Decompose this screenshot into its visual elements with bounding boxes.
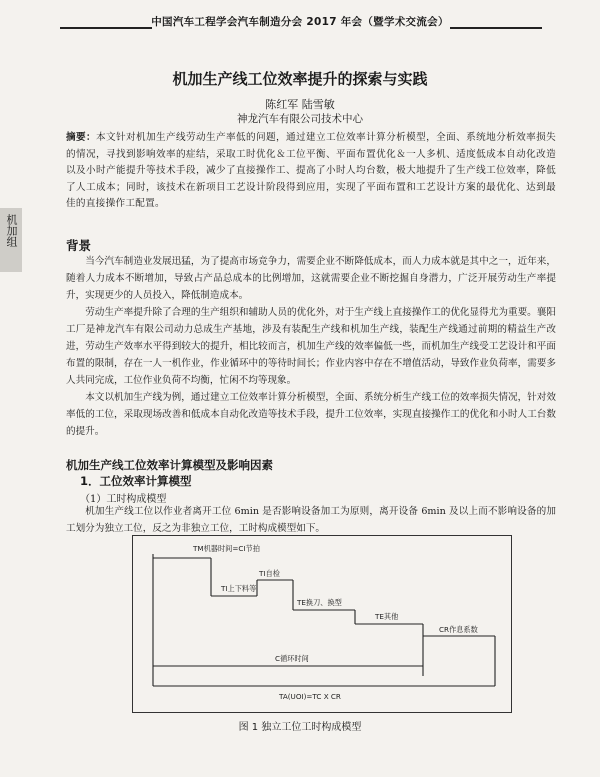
abstract-label: 摘要： — [66, 132, 97, 143]
background-paragraph-2: 劳动生产率提升除了合理的生产组织和辅助人员的优化外，对于生产线上直接操作工的优化显得尤为重要。襄阳工厂是神龙汽车有限公司动力总成生产基地，涉及有装配生产线和机加生产线，装配生产线通过前期的精益生产改进，劳动生产效率水平得到较大的提升，相比较而言，机加生产线的效率偏低一些，而机加生产线受工艺设计和平面布置的限制，存在一人一机作业，作业循环中的等待时间长；作业内容中存在不增值活动，导致作业负荷率，需要多人共同完成，工位作业负荷不均衡，忙闲不均等现象。 — [66, 307, 556, 386]
section1-paragraph: 机加生产线工位以作业者离开工位 6min 是否影响设备加工为原则，离开设备 6min 及以上而不影响设备的加工划分为独立工位，反之为非独立工位，工时构成模型如下。 — [66, 506, 556, 534]
authors: 陈红军 陆雪敏 — [265, 98, 335, 111]
section1-body — [66, 503, 556, 537]
section1-sub1: 1．工位效率计算模型 — [80, 474, 192, 488]
paper-title: 机加生产线工位效率提升的探索与实践 — [172, 70, 428, 88]
side-tab-label: 机加组 — [5, 214, 18, 247]
section1-heading: 机加生产线工位效率计算模型及影响因素 — [66, 458, 273, 472]
abstract — [66, 130, 556, 213]
label-tm: TM机器时间=CI节拍 — [193, 544, 260, 553]
label-c-cycle: C循环时间 — [275, 654, 309, 663]
figure-caption: 图 1 独立工位工时构成模型 — [238, 722, 362, 733]
figure-diagram — [133, 536, 511, 712]
figure-frame — [132, 535, 512, 713]
label-te-change: TE换刀、换型 — [297, 598, 342, 607]
background-paragraph-1: 当今汽车制造业发展迅猛，为了提高市场竞争力，需要企业不断降低成本，而人力成本就是其中之一，近年来，随着人力成本不断增加，导致占产品总成本的比例增加，这就需要企业不断挖掘自身潜力，广泛开展劳动生产率提升，实现更少的人员投入，降低制造成本。 — [66, 256, 556, 301]
label-te-other: TE其他 — [375, 612, 399, 621]
abstract-text: 本文针对机加生产线劳动生产率低的问题，通过建立工位效率计算分析模型，全面、系统地分析效率损失的情况，寻找到影响效率的症结，采取工时优化＆工位平衡、平面布置优化＆一人多机、适度低成本自动化改造以及小时产能提升等技术手段，减少了直接操作工、提高了小时人均台数，极大地提升了生产线工位效率，降低了人工成本；同时，该技术在新项目工艺设计阶段得到应用，实现了平面布置和工艺设计方案的最优化、达到最佳的直接操作工配置。 — [66, 132, 556, 209]
label-ti-load: TI上下料等 — [221, 584, 257, 593]
background-heading: 背景 — [66, 238, 92, 253]
label-ta: TA(UOI)=TC X CR — [279, 692, 341, 701]
background-paragraph-3: 本文以机加生产线为例，通过建立工位效率计算分析模型，全面、系统分析生产线工位的效率损失情况，针对效率低的工位，采取现场改善和低成本自动化改造等技术手段，提升工位效率，实现直接操作工的优化和小时人工台数的提升。 — [66, 392, 556, 437]
label-cr: CR作息系数 — [439, 625, 478, 634]
running-header: 中国汽车工程学会汽车制造分会 2017 年会（暨学术交流会） — [151, 16, 449, 28]
background-body — [66, 253, 556, 440]
section1-sub1-1: （1）工时构成模型 — [80, 494, 167, 505]
side-tab — [0, 208, 22, 272]
label-ti-self: TI自检 — [259, 569, 280, 578]
affiliation: 神龙汽车有限公司技术中心 — [237, 113, 363, 125]
